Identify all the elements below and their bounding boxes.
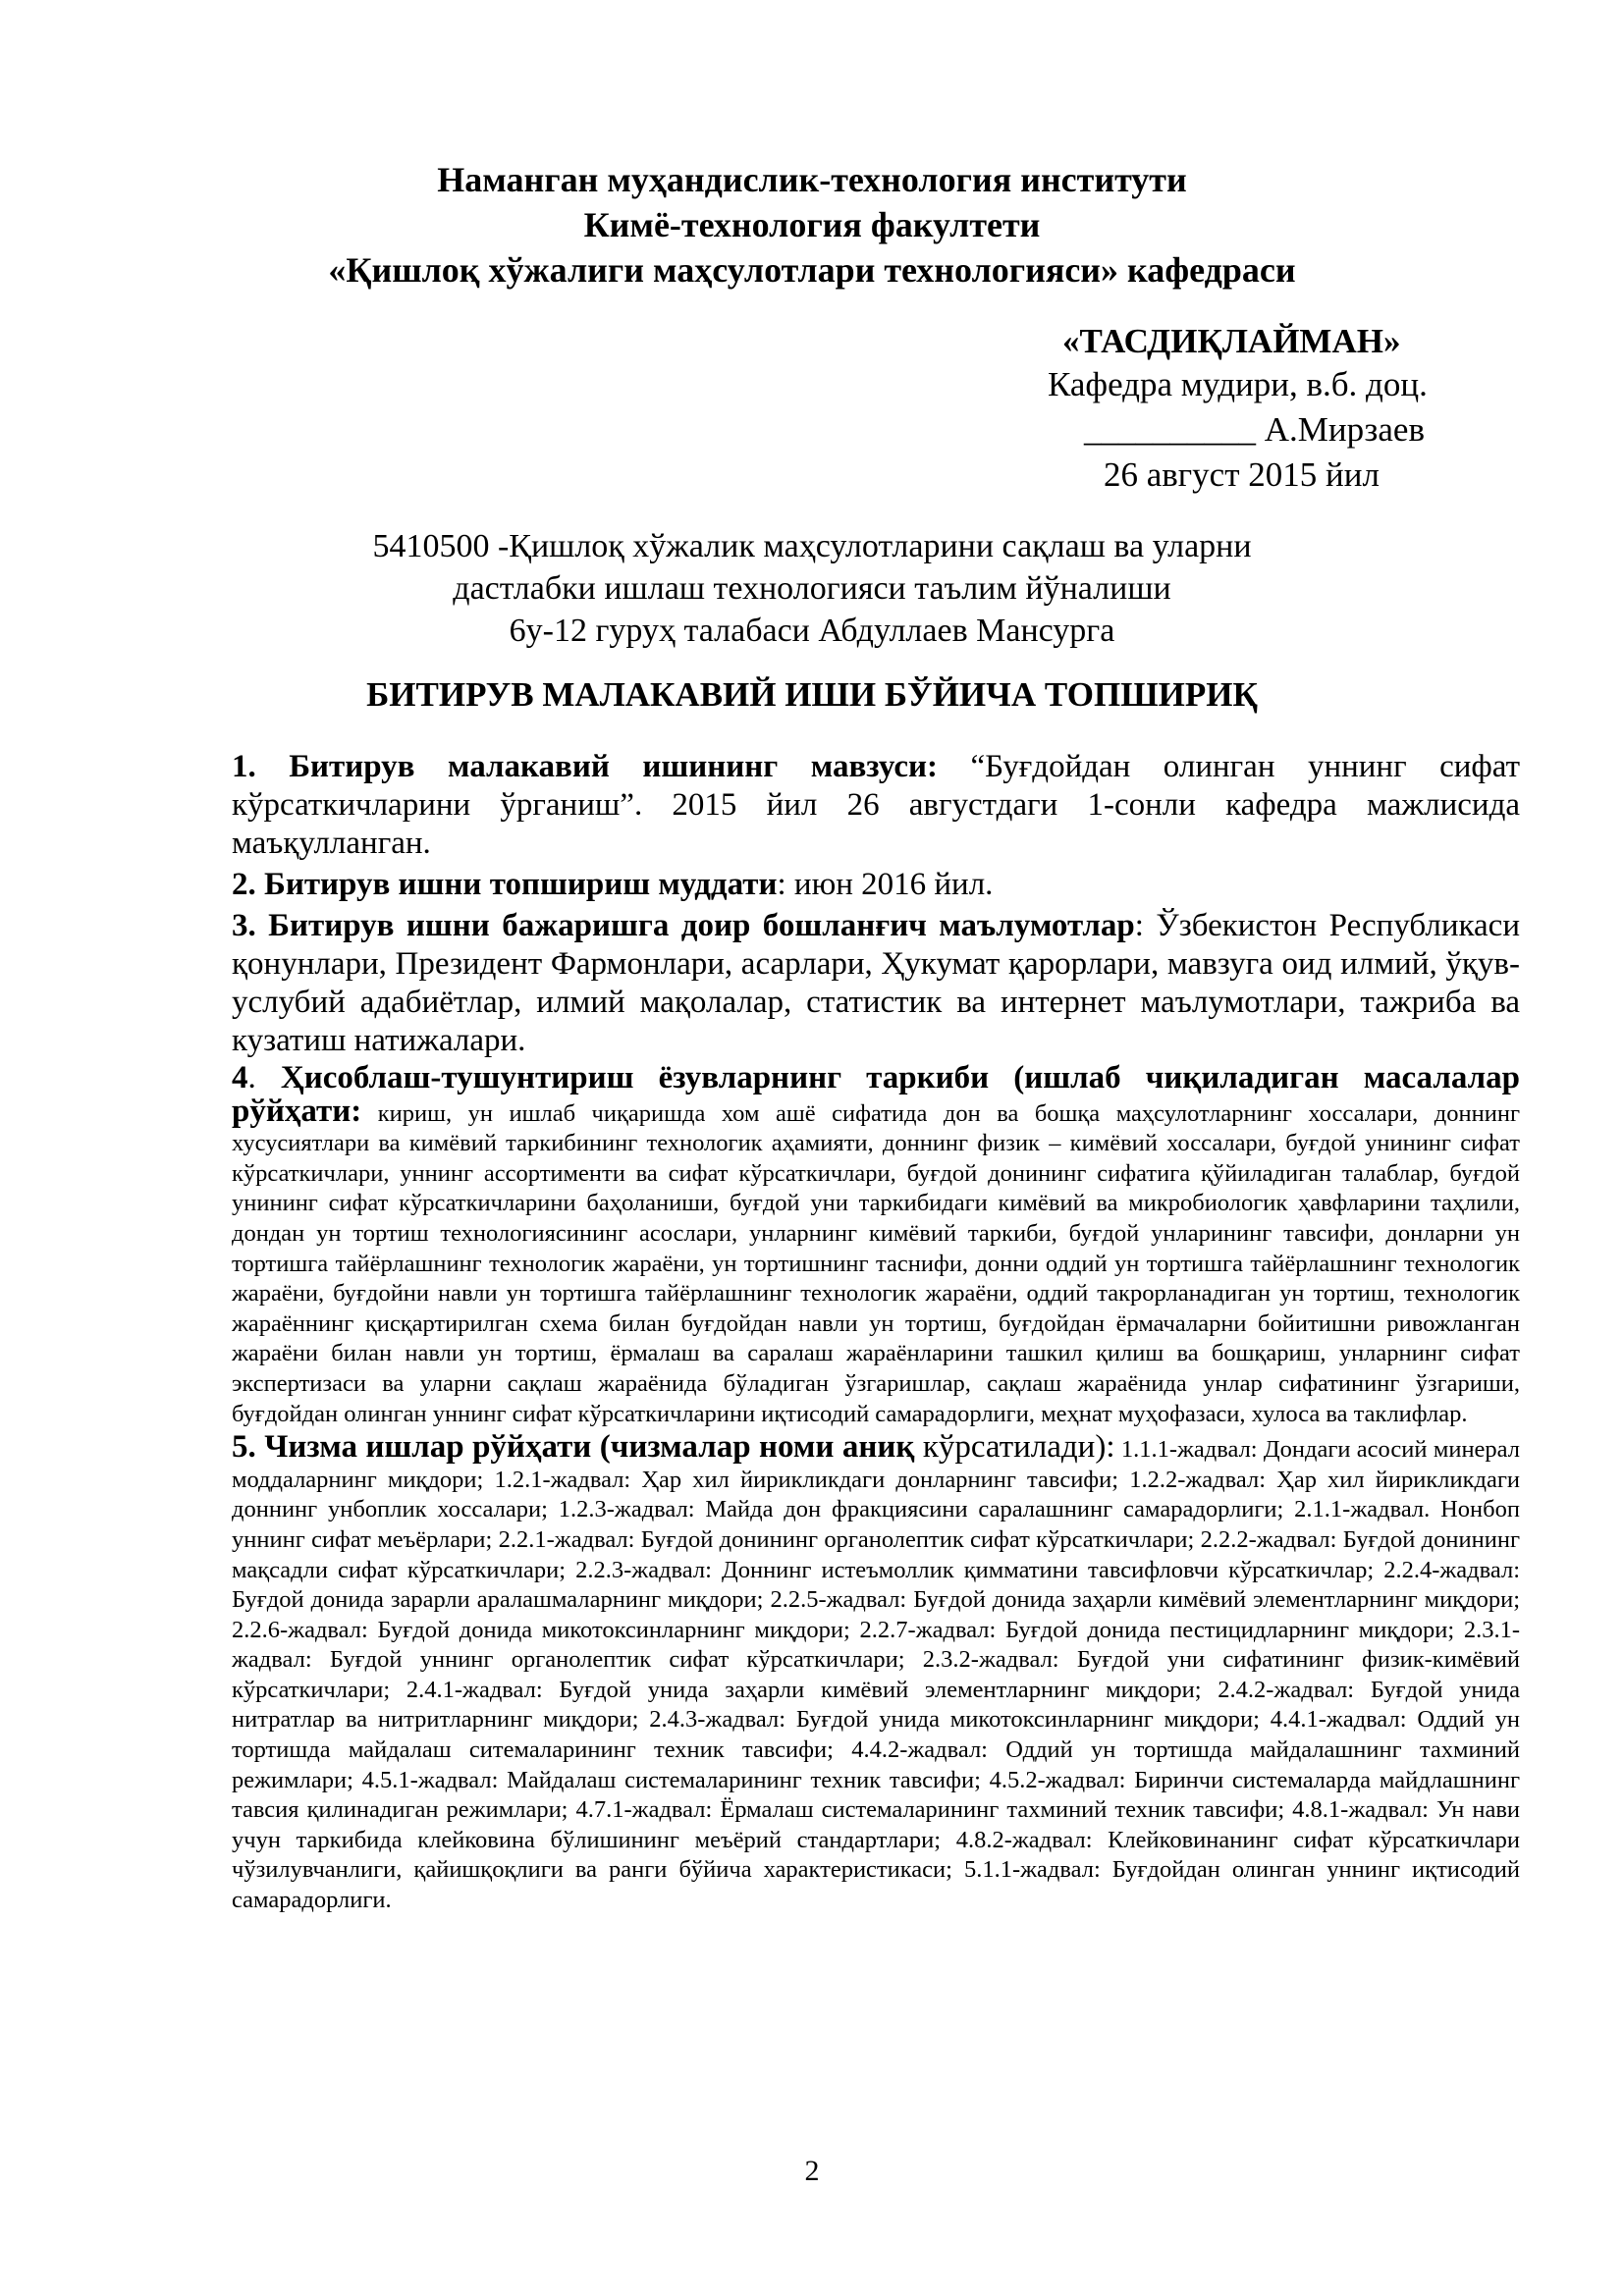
faculty-name: Кимё-технология факултети — [583, 205, 1041, 244]
document-title: БИТИРУВ МАЛАКАВИЙ ИШИ БЎЙИЧА ТОПШИРИҚ — [366, 675, 1258, 714]
section-4 — [232, 1060, 1521, 1429]
section-4-text: кириш, ун ишлаб чиқаришда хом ашё сифатида дон ва бошқа маҳсулотларнинг хоссалари, доннинг хусусиятлари ва кимёвий таркибининг технологик аҳамияти, доннинг физик – кимёвий хоссалари, буғдой унининг сифат кўрсаткичлари, уннинг ассортименти ва сифат кўрсаткичлари, буғдой донининг сифатига қўйиладиган талаблар, буғдой унининг сифат кўрсаткичларини баҳоланиши, буғдой уни таркибидаги кимёвий ва микробиологик ҳавфларини таҳлили, дондан ун тортиш технологиясининг асослари, унларнинг кимёвий таркиби, буғдой унларининг тавсифи, донларни ун тортишга тайёрлашнинг технологик жараёни, ун тортишнинг таснифи, донни оддий ун тортишга тайёрлашнинг технологик жараёни, буғдойни навли ун тортишга тайёрлашнинг технологик жараёни, оддий такрорланадиган ун тортиш, технологик жараённинг қисқартирилган схема билан буғдойдан навли ун тортиш, буғдойдан ёрмачаларни бойитишни ривожланган жараёни билан навли ун тортиш, ёрмалаш ва саралаш жараёнларини ташкил қилиш ва бошқариш, унларнинг сифат экспертизаси ва уларни сақлаш жараёнида бўладиган ўзгаришлар, сақлаш жараёнида унлар сифатининг ўзгариши, буғдойдан олинган уннинг сифат кўрсаткичларини иқтисодий самарадорлиги, меҳнат муҳофазаси, хулоса ва таклифлар. — [232, 1099, 1520, 1427]
section-5 — [232, 1429, 1520, 1916]
section-5-text: 1.1.1-жадвал: Дондаги асосий минерал моддаларнинг миқдори; 1.2.1-жадвал: Ҳар хил йирикликдаги донларнинг тавсифи; 1.2.2-жадвал: Ҳар хил йирикликдаги доннинг унбоплик хоссалари; 1.2.3-жадвал: Майда дон фракциясини саралашнинг самарадорлиги; 2.1.1-жадвал. Нонбоп уннинг сифат меъёрлари; 2.2.1-жадвал: Буғдой донининг органолептик сифат кўрсаткичлари; 2.2.2-жадвал: Буғдой донининг мақсадли сифат кўрсаткичлари; 2.2.3-жадвал: Доннинг истеъмоллик қимматини тавсифловчи кўрсаткичлар; 2.2.4-жадвал: Буғдой донида зарарли аралашмаларнинг миқдори; 2.2.5-жадвал: Буғдой донида заҳарли кимёвий элементларнинг миқдори; 2.2.6-жадвал: Буғдой донида микотоксинларнинг миқдори; 2.2.7-жадвал: Буғдой донида пестицидларнинг миқдори; 2.3.1-жадвал: Буғдой уннинг органолептик сифат кўрсаткичлари; 2.3.2-жадвал: Буғдой уни сифатининг физик-кимёвий кўрсаткичлари; 2.4.1-жадвал: Буғдой унида заҳарли кимёвий элементларнинг миқдори; 2.4.2-жадвал: Буғдой унида нитратлар ва нитритларнинг миқдори; 2.4.3-жадвал: Буғдой унида микотоксинларнинг миқдори; 4.4.1-жадвал: Оддий ун тортишда майдалаш ситемаларининг техник тавсифи; 4.4.2-жадвал: Оддий ун тортишда майдалашнинг тахминий режимлари; 4.5.1-жадвал: Майдалаш системаларининг техник тавсифи; 4.5.2-жадвал: Биринчи системаларда майдлашнинг тавсия қилинадиган режимлари; 4.7.1-жадвал: Ёрмалаш системаларининг тахминий техник тавсифи; 4.8.1-жадвал: Ун нави учун таркибида клейковина бўлишининг меъёрий стандартлари; 4.8.2-жадвал: Клейковинанинг сифат кўрсаткичлари чўзилувчанлиги, қайишқоқлиги ва ранги бўйича характеристикаси; 5.1.1-жадвал: Буғдойдан олинган уннинг иқтисодий самарадорлиги. — [232, 1436, 1520, 1914]
direction-line-2: дастлабки ишлаш технологияси таълим йўналиши — [453, 570, 1171, 607]
section-4-number: 4 — [232, 1060, 248, 1095]
section-4-label: Ҳисоблаш-тушунтириш ёзувларнинг таркиби (ишлаб чиқиладиган масалалар рўйҳати: — [232, 1060, 1521, 1129]
section-5-label: 5. Чизма ишлар рўйҳати (чизмалар номи аниқ — [232, 1429, 915, 1466]
approval-date: 26 август 2015 йил — [1104, 455, 1380, 494]
section-5-label-rest: кўрсатилади): — [914, 1429, 1115, 1466]
section-3-text: : Ўзбекистон Республикаси қонунлари, Президент Фармонлари, асарлари, Ҳукумат қарорлари, мавзуга оид илмий, ўқув-услубий адабиётлар, илмий мақолалар, статистик ва интернет маълумотлари, тажриба ва кузатиш натижалари. — [232, 908, 1520, 1058]
direction-line-1: 5410500 -Қишлоқ хўжалик маҳсулотларини сақлаш ва уларни — [372, 528, 1252, 564]
section-4-dot: . — [247, 1060, 281, 1095]
section-1-label: 1. Битирув малакавий ишининг мавзуси: — [232, 749, 939, 784]
department-name: «Қишлоқ хўжалиги маҳсулотлари технологияси» кафедраси — [328, 250, 1296, 290]
institute-name: Наманган муҳандислик-технология институти — [437, 160, 1187, 199]
page-number: 2 — [804, 2155, 820, 2187]
section-1 — [232, 748, 1520, 863]
document-body — [232, 748, 1520, 1916]
direction-line-3: 6у-12 гуруҳ талабаси Абдуллаев Мансурга — [509, 613, 1115, 649]
section-2 — [232, 866, 1520, 904]
section-3-label: 3. Битирув ишни бажаришга доир бошланғич маълумотлар — [232, 908, 1135, 943]
approval-title: «ТАСДИҚЛАЙМАН» — [1062, 322, 1401, 360]
section-2-text: : июн 2016 йил. — [777, 867, 994, 902]
approval-signature: __________ А.Мирзаев — [1084, 410, 1425, 449]
section-2-label: 2. Битирув ишни топшириш муддати — [232, 867, 778, 902]
approval-position: Кафедра мудири, в.б. доц. — [1048, 365, 1428, 403]
section-1-text: “Буғдойдан олинган уннинг сифат кўрсаткичларини ўрганиш”. 2015 йил 26 августдаги 1-сонли кафедра мажлисида маъқулланган. — [232, 749, 1520, 861]
section-3 — [232, 907, 1520, 1060]
